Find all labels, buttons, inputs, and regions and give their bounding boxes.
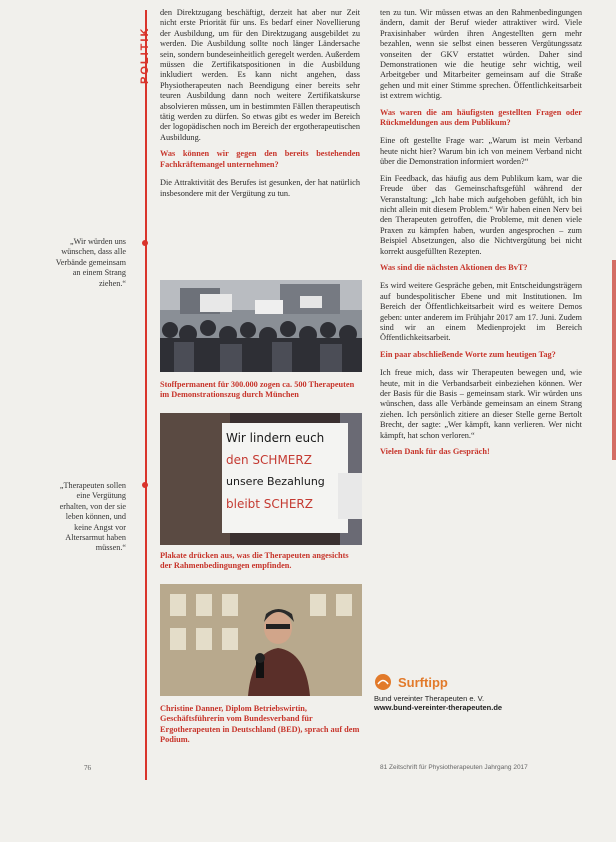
page-footer-right: 81 Zeitschrift für Physiotherapeuten Jahrgang 2017 [380, 764, 528, 771]
demo-crowd-photo [160, 280, 362, 372]
protest-sign-photo [160, 413, 362, 545]
quote-bullet [142, 482, 148, 488]
sign-line: Wir lindern euch [226, 431, 325, 445]
paragraph: Ich freue mich, dass wir Therapeuten bewegen und, wie heute, mit in die Verbandsarbeit einbeziehen können. Wer der Basis für die Basis – gemeinsam stark. Wir würden uns wünschen, dass alle Verbände gemeinsam an einem Strang ziehen. Ich persönlich zitiere an dieser Stelle gerne Bertolt Brecht, der sagte: „Wer kämpft, kann verlieren. Wer nicht kämpft, hat schon verloren.“ [380, 368, 582, 440]
interview-question: Was waren die am häufigsten gestellten Fragen oder Rückmeldungen aus dem Publikum? [380, 107, 582, 128]
photo-caption: Christine Danner, Diplom Betriebswirtin, Geschäftsführerin vom Bundesverband für Ergotherapeuten in Deutschland (BED), sprach auf dem Podium. [160, 704, 360, 745]
paragraph: Eine oft gestellte Frage war: „Warum ist mein Verband heute nicht hier? Warum bin ich von meinem Verband nicht über die Demonstration informiert worden?“ [380, 136, 582, 167]
photo-caption: Plakate drücken aus, was die Therapeuten angesichts der Rahmenbedingungen empfinden. [160, 551, 349, 571]
speaker-photo [160, 584, 362, 696]
paragraph: Ein Feedback, das häufig aus dem Publikum kam, war die Freude über das Gemeinschaftsgefühl während der Veranstaltung: „Ich habe mich aufgehoben gefühlt, ich bin nicht allein mit diesem Problem.“ Wir haben einen Nerv bei den Therapeuten getroffen, die Probleme, mit denen viele Praxen zu kämpfen haben, wurden angesprochen – zum Beispiel Absetzungen, also die Nichtvergütung bei nicht korrekt ausgefüllten Rezepten. [380, 173, 582, 256]
paragraph: ten zu tun. Wir müssen etwas an den Rahmenbedingungen ändern, damit der Beruf wieder attraktiver wird. Viele Praxisinhaber würden ihren Angestellten gern mehr bezahlen, wenn sie selbst einen besseren Vergütungssatz vonseiten der GKV erstattet würden. Daher sind Demonstrationen wie die heutige sehr wichtig, weil Arbeitgeber und Mitarbeiter gemeinsam auf die Straße gehen und mit einer Stimme sprechen. Öffentlichkeitsarbeit ist extrem wichtig. [380, 8, 582, 101]
pull-quote: „Wir würden uns wünschen, dass alle Verbände gemeinsam an einem Strang ziehen.“ [55, 237, 126, 288]
surftipp-box [374, 673, 574, 712]
surftipp-organization: Bund vereinter Therapeuten e. V. [374, 694, 485, 703]
section-label: POLITIK [139, 26, 151, 84]
protest-sign [226, 427, 344, 515]
page-number-left: 76 [84, 764, 91, 772]
section-rule [145, 10, 147, 780]
surftipp-label: Surftipp [398, 674, 448, 690]
surftipp-icon [374, 673, 392, 691]
photo-caption: Stoffpermanent für 300.000 zogen ca. 500 Therapeuten im Demonstrationszug durch München [160, 380, 355, 400]
page-edge-tab [612, 260, 616, 460]
closing-thanks: Vielen Dank für das Gespräch! [380, 447, 490, 457]
interview-question: Was sind die nächsten Aktionen des BvT? [380, 262, 528, 272]
paragraph: Es wird weitere Gespräche geben, mit Entscheidungsträgern auf bundespolitischer Ebene und mit Institutionen. Im Bereich der Öffentlichkeitsarbeit wird es weitere Demos geben: unter anderem im Frühjahr 2017 am 17. Juni. Zudem sind wir an einem Medienprojekt im Bereich Öffentlichkeitsarbeit. [380, 281, 582, 343]
quote-bullet [142, 240, 148, 246]
surftipp-url[interactable]: www.bund-vereinter-therapeuten.de [374, 703, 503, 712]
paragraph: den Direktzugang beschäftigt, derzeit hat aber nur Zeit nicht erste Priorität für uns. Es bedarf einer Novellierung der Ausbildung, um für den Direktzugang ausgebildet zu werden. Die Ausbildung sollte noch länger Ländersache sein, sondern bundeseinheitlich geregelt werden. Außerdem müssen die Zertifikatspositionen in die Ausbildung inkludiert werden. Es kann nicht angehen, dass Physiotherapeuten nach Beendigung einer bereits sehr teuren Ausbildung dann noch weitere Zertifikatskurse absolvieren müssen, um in bestimmten Fällen therapeutisch tätig werden zu dürfen. So etwas gibt es weder im Bereich der logopädischen noch im Bereich der ergotherapeutischen Ausbildung. [160, 8, 360, 142]
interview-question: Ein paar abschließende Worte zum heutigen Tag? [380, 349, 556, 359]
sign-line: unsere Bezahlung [226, 475, 325, 488]
article-column-left [160, 8, 360, 205]
article-column-right [380, 8, 582, 465]
sign-line: den SCHMERZ [226, 453, 312, 467]
pull-quote: „Therapeuten sollen eine Vergütung erhalten, von der sie leben können, und keine Angst vor Altersarmut haben müssen.“ [59, 481, 126, 553]
sign-line: bleibt SCHERZ [226, 497, 313, 511]
paragraph: Die Attraktivität des Berufes ist gesunken, der hat natürlich insbesondere mit der Vergütung zu tun. [160, 178, 360, 198]
interview-question: Was können wir gegen den bereits bestehenden Fachkräftemangel unternehmen? [160, 149, 360, 169]
